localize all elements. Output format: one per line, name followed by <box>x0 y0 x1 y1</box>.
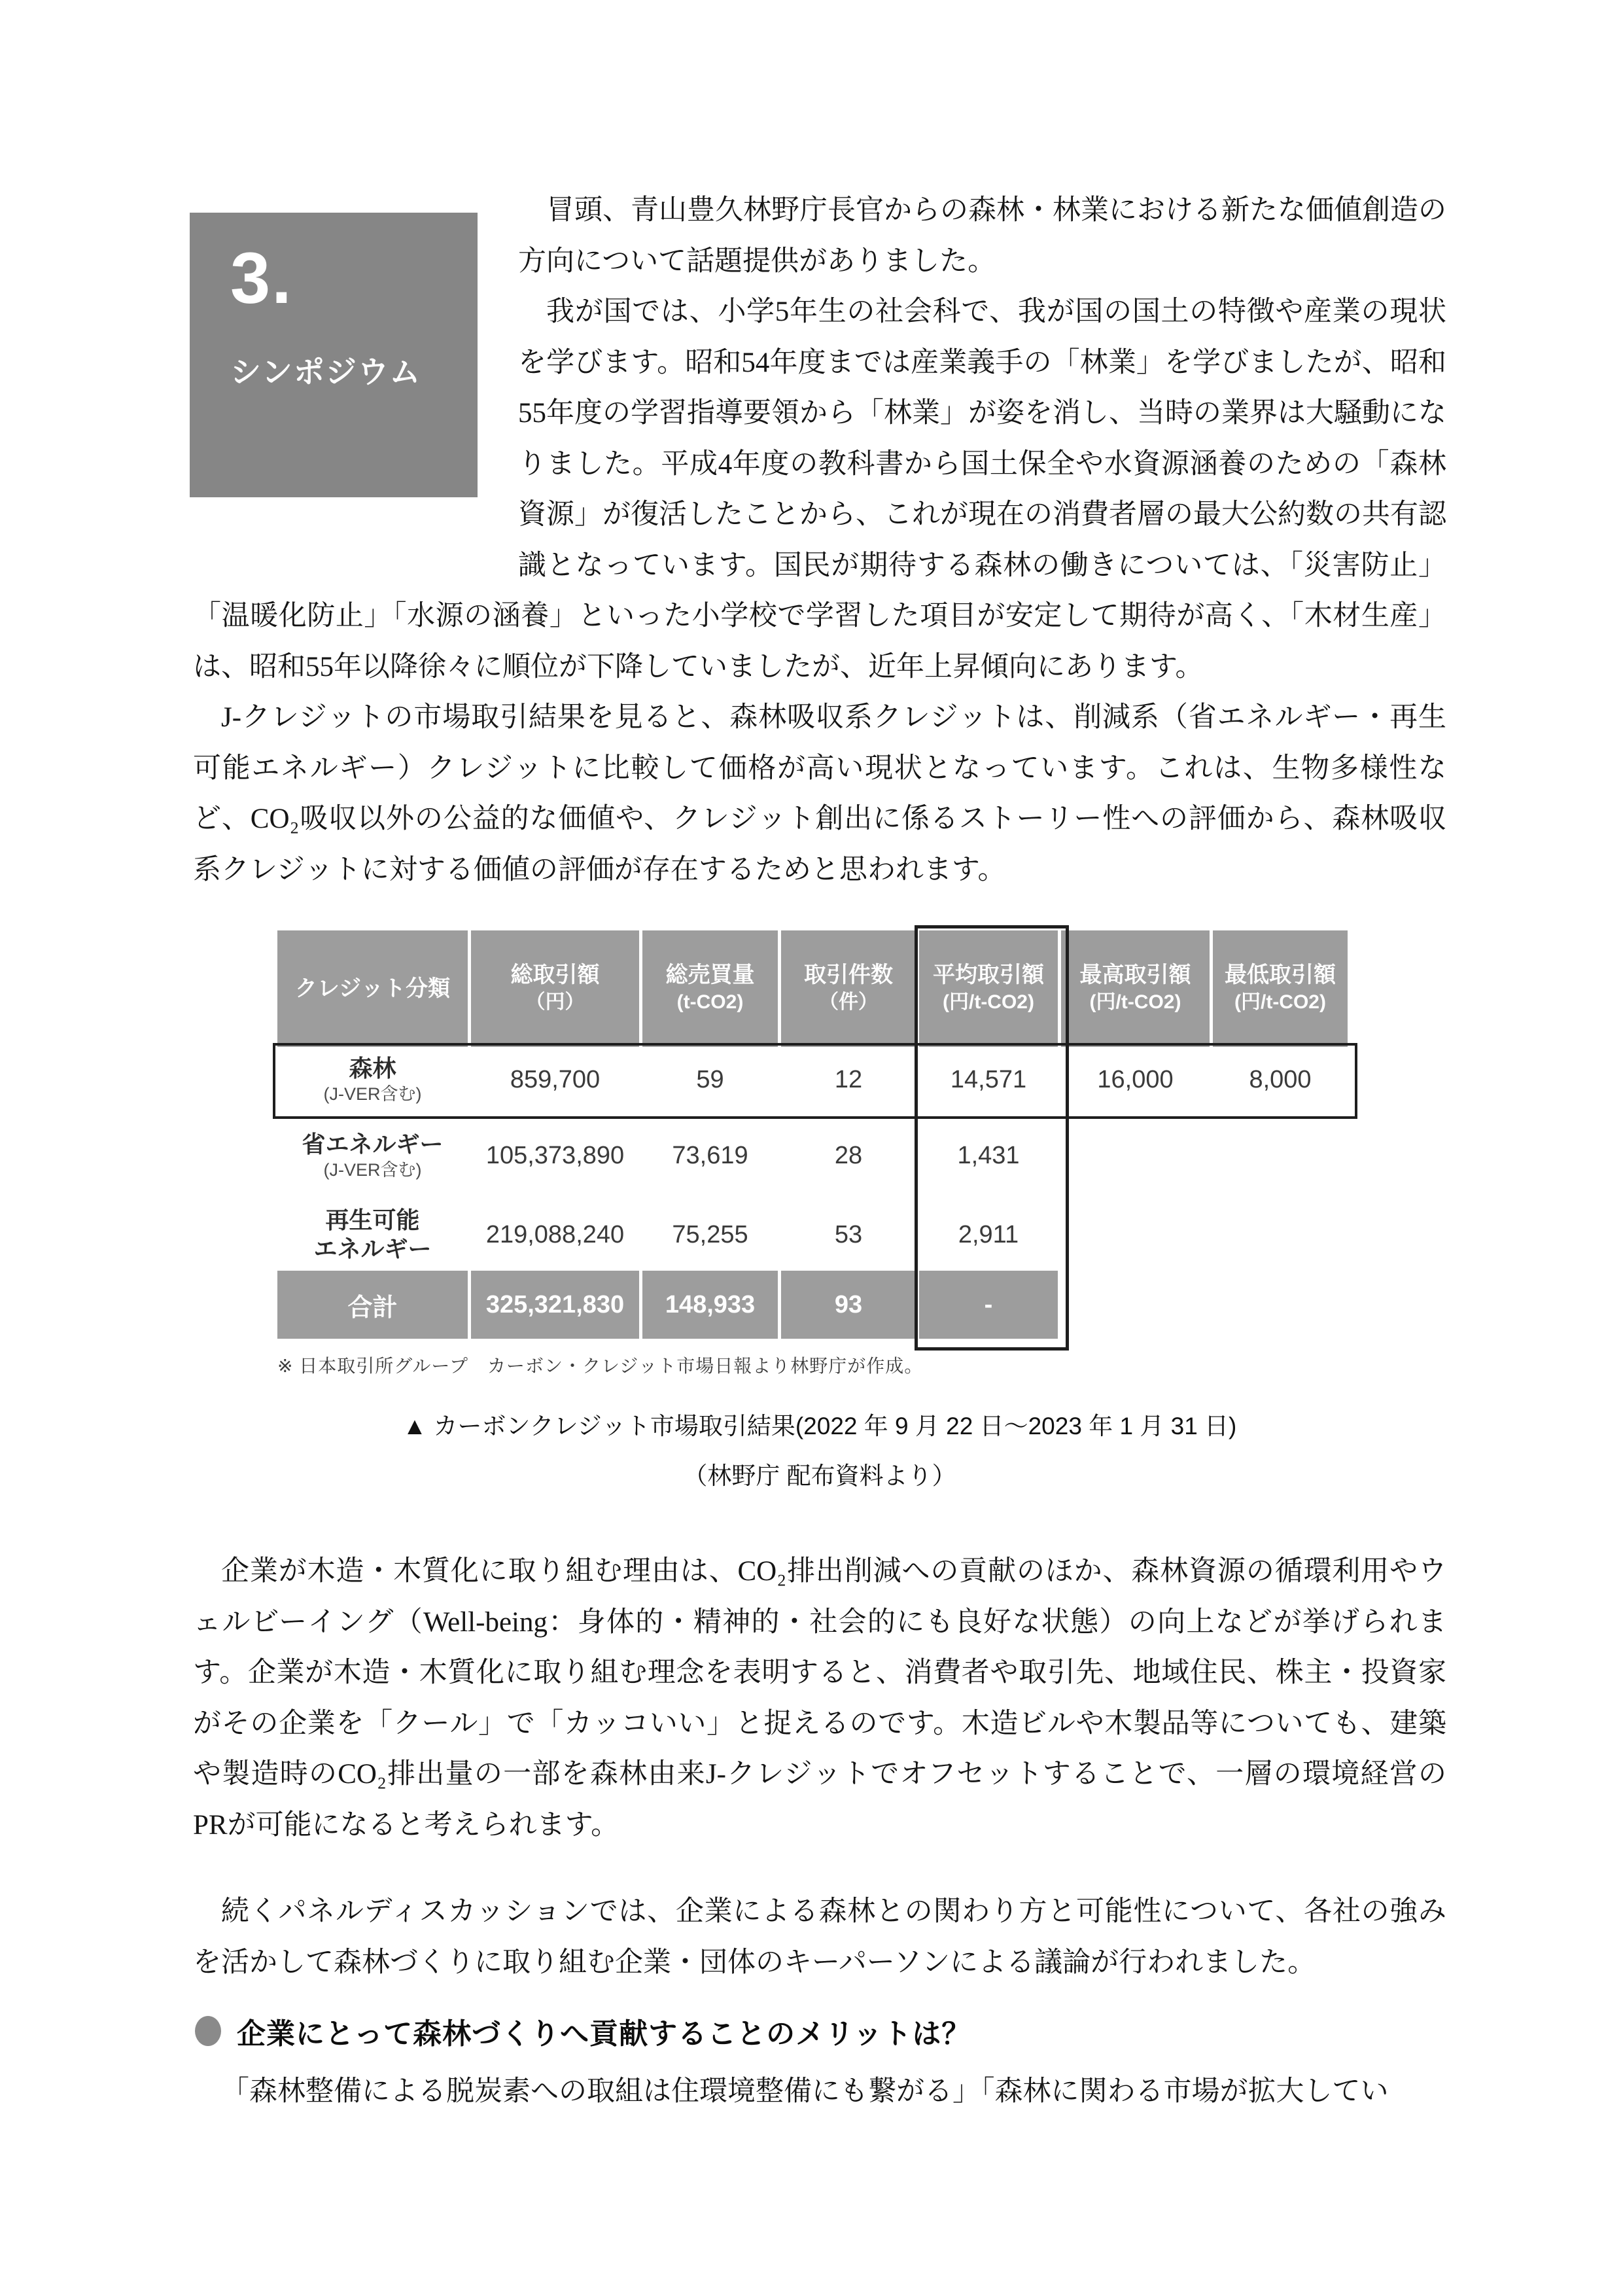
table-total-cell: 93 <box>781 1271 916 1339</box>
table-cell: 75,255 <box>642 1199 778 1271</box>
table-source-note: ※ 日本取引所グループ カーボン・クレジット市場日報より林野庁が作成。 <box>277 1356 924 1376</box>
table-cell: 28 <box>781 1112 916 1199</box>
table-cell: 219,088,240 <box>471 1199 639 1271</box>
table-cell <box>1061 1199 1210 1271</box>
table-cell: 105,373,890 <box>471 1112 639 1199</box>
table-row-forest-label: 森林 (J-VER含む) <box>277 1047 468 1112</box>
table-cell <box>1213 1112 1348 1199</box>
table-row-energy-saving-label: 省エネルギー (J-VER含む) <box>277 1112 468 1199</box>
table-cell: 1,431 <box>919 1112 1058 1199</box>
table-cell: 59 <box>642 1047 778 1112</box>
table-header-category: クレジット分類 <box>277 930 468 1047</box>
paragraph-jcredit-market: J-クレジットの市場取引結果を見ると、森林吸収系クレジットは、削減系（省エネルギー・再生可能エネルギー）クレジットに比較して価格が高い現状となっています。これは、生物多様性など、CO₂吸収以外の公益的な価値や、クレジット創出に係るストーリー性への評価から、森林吸収系クレジットに対する価値の評価が存在するためと思われます。 <box>193 702 1446 885</box>
table-cell: 73,619 <box>642 1112 778 1199</box>
table-header-total-amount: 総取引額 （円） <box>471 930 639 1047</box>
table-empty-cell <box>1213 1271 1348 1339</box>
table-cell: 12 <box>781 1047 916 1112</box>
table-total-cell: - <box>919 1271 1058 1339</box>
table-header-trade-count: 取引件数 （件） <box>781 930 916 1047</box>
table-header-max-price: 最高取引額 (円/t-CO2) <box>1061 930 1210 1047</box>
paragraph-quotes: 「森林整備による脱炭素への取組は住環境整備にも繋がる」「森林に関わる市場が拡大してい <box>221 2076 1389 2107</box>
table-total-cell: 325,321,830 <box>471 1271 639 1339</box>
table-cell: 8,000 <box>1213 1047 1348 1112</box>
paragraph-wood-reasons: 企業が木造・木質化に取り組む理由は、CO₂排出削減への貢献のほか、森林資源の循環利用やウェルビーイング（Well-being：身体的・精神的・社会的にも良好な状態）の向上などが挙げられます。企業が木造・木質化に取り組む理念を表明すると、消費者や取引先、地域住民、株主・投資家がその企業を「クール」で「カッコいい」と捉えるのです。木造ビルや木製品等についても、建築や製造時のCO₂排出量の一部を森林由来J-クレジットでオフセットすることで、一層の環境経営のPRが可能になると考えられます。 <box>193 1556 1446 1841</box>
table-cell <box>1061 1112 1210 1199</box>
carbon-credit-table <box>277 930 1348 1339</box>
discussion-question-text: 企業にとって森林づくりへ貢献することのメリットは？ <box>237 2018 971 2050</box>
section-title: シンポジウム <box>230 354 422 389</box>
section-number: 3. <box>230 238 293 319</box>
table-cell: 16,000 <box>1061 1047 1210 1112</box>
paragraph-education-history: 我が国では、小学5年生の社会科で、我が国の国土の特徴や産業の現状を学びます。昭和54年度までは産業義手の「林業」を学びましたが、昭和55年度の学習指導要領から「林業」が姿を消し、当時の業界は大騒動になりました。平成4年度の教科書から国土保全や水資源涵養のための「森林資源」が復活したことから、これが現在の消費者層の最大公約数の共有認識となっています。国民が期待する森林の働きについては、「災害防止」「温暖化防止」「水源の涵養」といった小学校で学習した項目が安定して期待が高く、「木材生産」は、昭和55年以降徐々に順位が下降していましたが、近年上昇傾向にあります。 <box>193 296 1446 682</box>
figure-caption-line1: ▲ カーボンクレジット市場取引結果(2022 年 9 月 22 日～2023 年 1 月 31 日) <box>402 1413 1237 1439</box>
table-total-label: 合計 <box>277 1271 468 1339</box>
table-cell: 2,911 <box>919 1199 1058 1271</box>
table-cell: 859,700 <box>471 1047 639 1112</box>
paragraph-intro: 冒頭、青山豊久林野庁長官からの森林・林業における新たな価値創造の方向について話題提供がありました。 <box>518 195 1446 277</box>
figure-caption-line2: （林野庁 配布資料より） <box>683 1462 956 1489</box>
table-cell: 14,571 <box>919 1047 1058 1112</box>
table-header-average-price: 平均取引額 (円/t-CO2) <box>919 930 1058 1047</box>
table-header-total-volume: 総売買量 (t-CO2) <box>642 930 778 1047</box>
bullet-circle-icon <box>195 2016 221 2046</box>
table-header-min-price: 最低取引額 (円/t-CO2) <box>1213 930 1348 1047</box>
paragraph-panel-discussion: 続くパネルディスカッションでは、企業による森林との関わり方と可能性について、各社の強みを活かして森林づくりに取り組む企業・団体のキーパーソンによる議論が行われました。 <box>193 1896 1446 1978</box>
table-row-renewable-label: 再生可能 エネルギー <box>277 1199 468 1271</box>
badge-wrap-spacer <box>193 185 518 540</box>
figure-caption <box>193 1402 1446 1501</box>
table-empty-cell <box>1061 1271 1210 1339</box>
table-cell <box>1213 1199 1348 1271</box>
discussion-question-heading <box>195 2010 971 2052</box>
table-total-cell: 148,933 <box>642 1271 778 1339</box>
body-text-block <box>193 185 1446 895</box>
table-cell: 53 <box>781 1199 916 1271</box>
